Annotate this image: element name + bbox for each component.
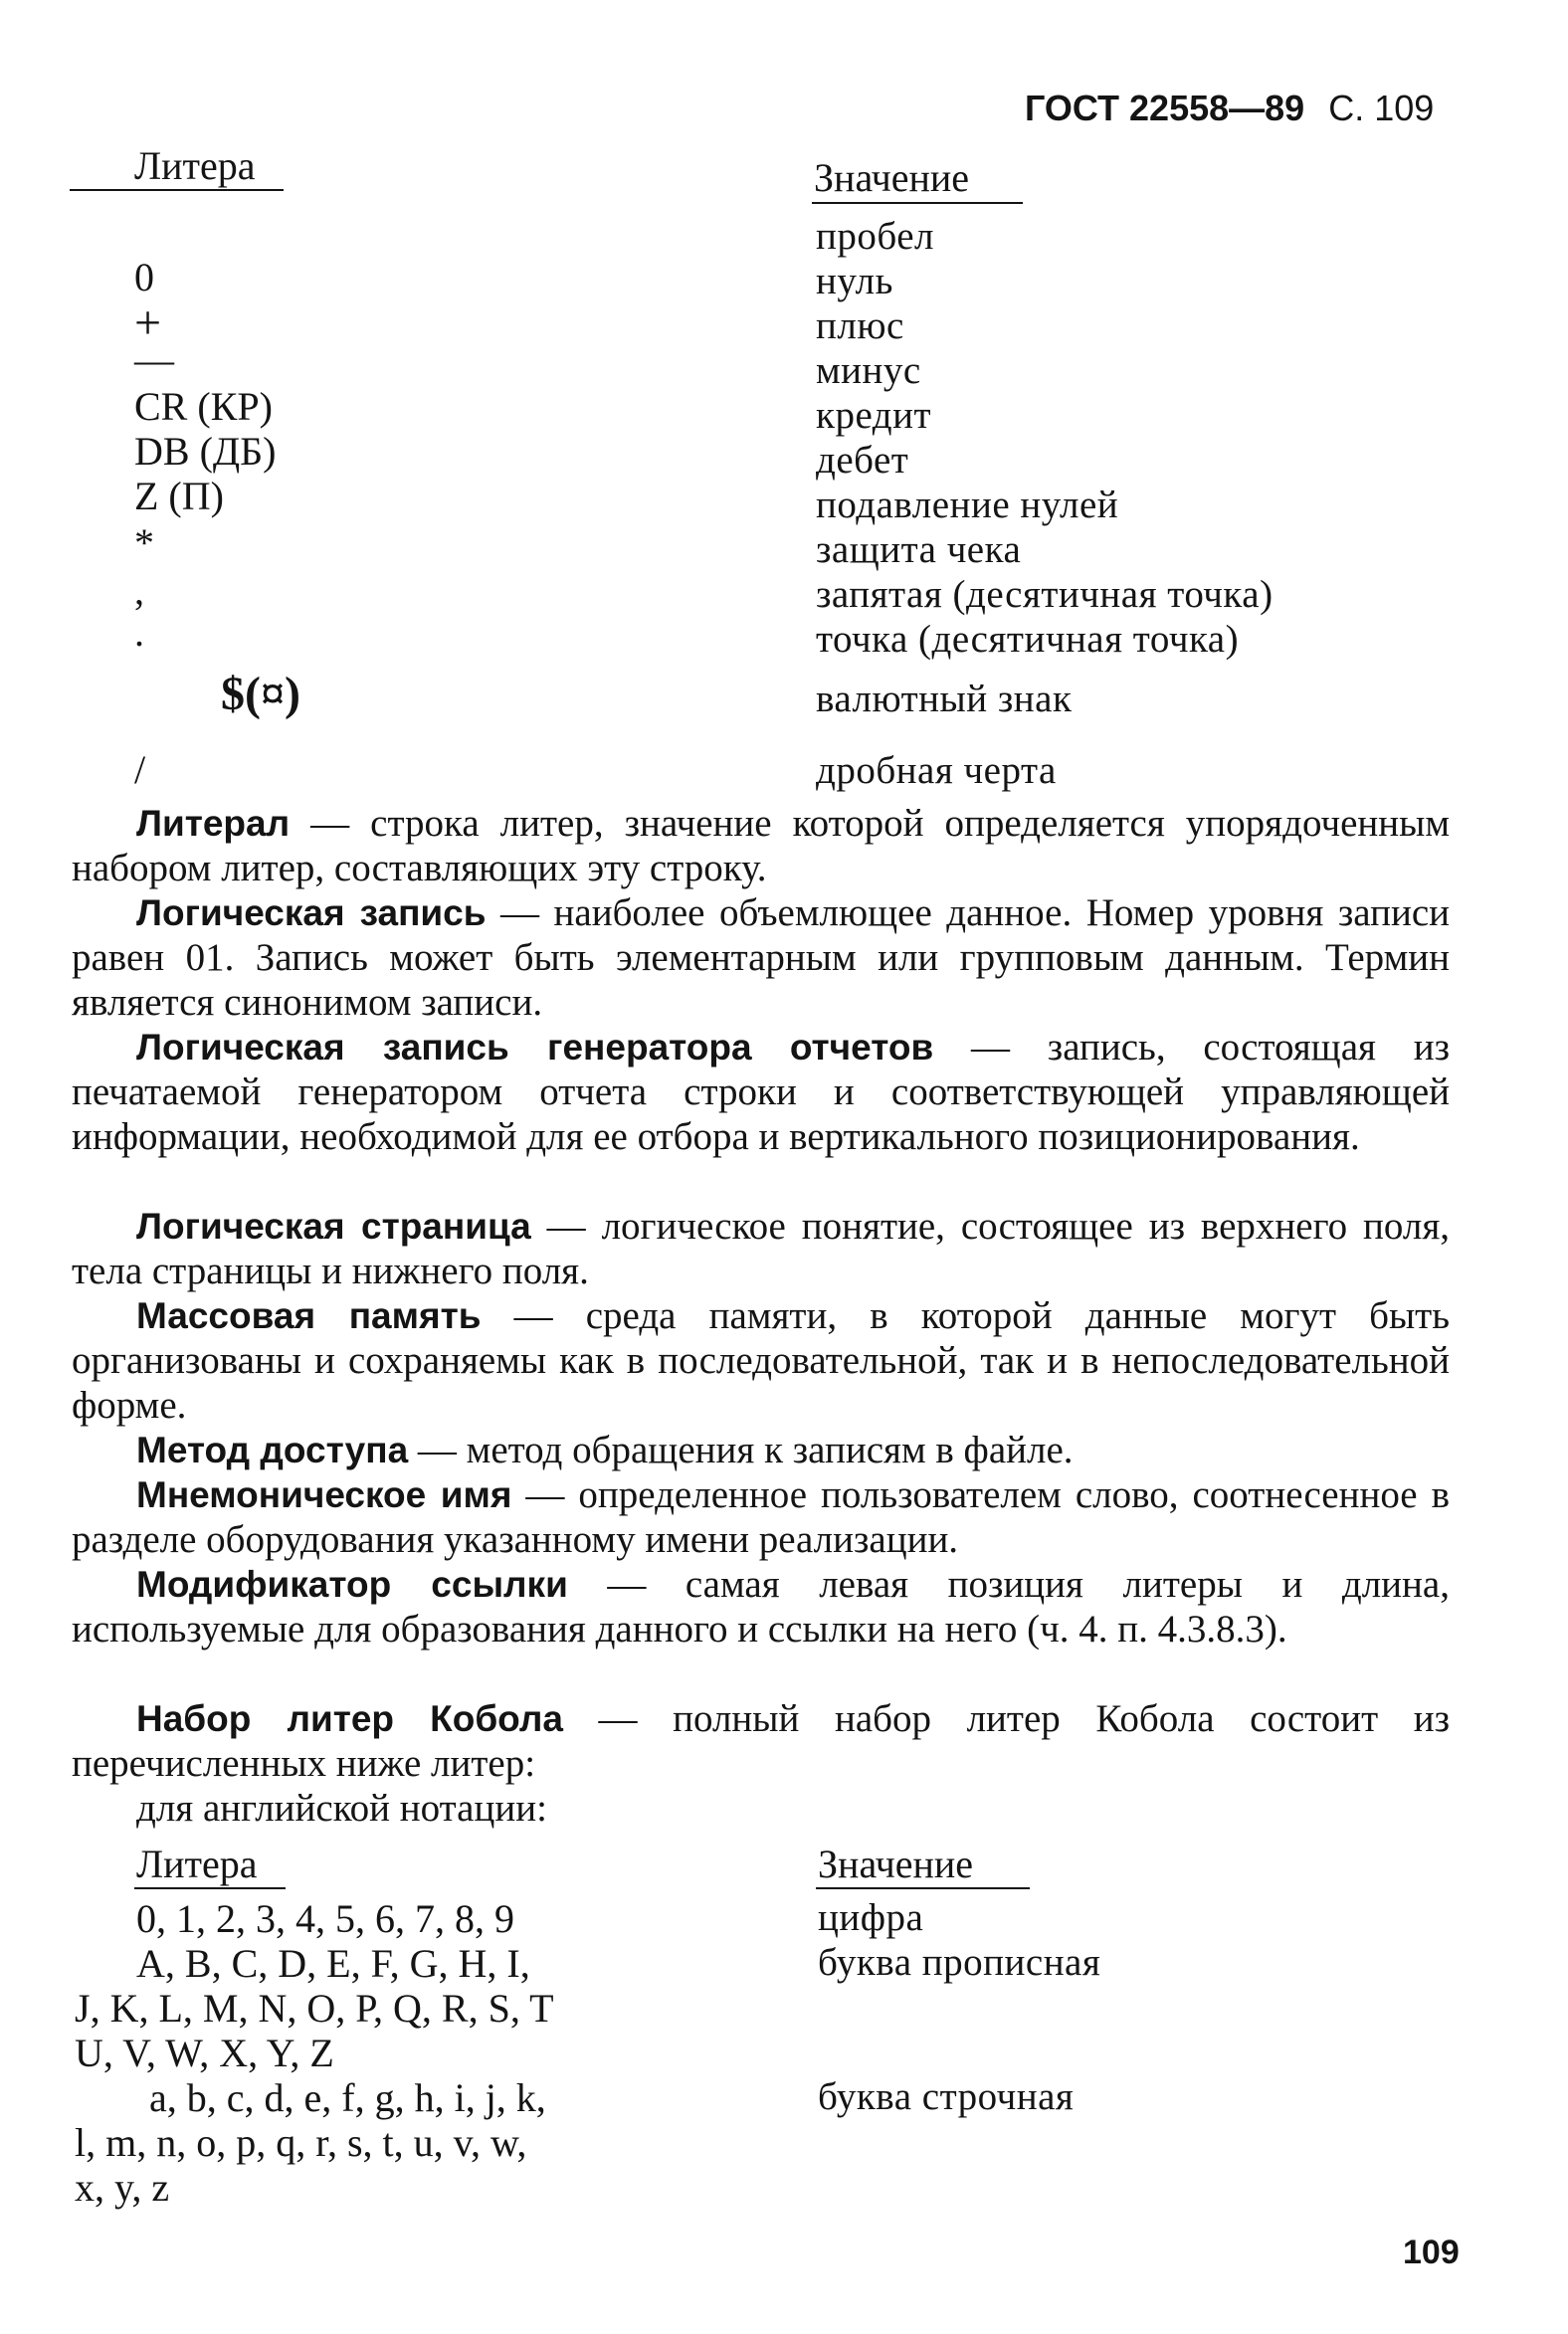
definition-reference-modifier [72,1562,1450,1652]
term: Массовая память [136,1295,482,1336]
table1-letter: / [134,747,146,792]
definition-text: — логическое понятие, состоящее из верхнего поля, тела страницы и нижнего поля. [72,1205,1451,1292]
table1-meaning: нуль [816,260,893,302]
definition-text: — наиболее объемлющее данное. Номер уровня записи равен 01. Запись может быть элементарным или групповым данным. Термин является синонимом записи. [72,891,1450,1024]
table1-meaning: минус [816,349,921,392]
table2-meaning-heading: Значение [818,1842,974,1886]
table1-meaning: дебет [816,439,909,482]
table1-letter: . [134,610,144,655]
definition-text: — запись, состоящая из печатаемой генератором отчета строки и соответствующей управляющей информации, необходимой для ее отбора и вертикального позиционирования. [72,1026,1450,1158]
running-header [1025,88,1434,129]
lowercase-meaning: буква строчная [818,2075,1075,2118]
table1-meaning: кредит [816,394,932,437]
definition-text: — полный набор литер Кобола состоит из перечисленных ниже литер: [72,1697,1450,1785]
lowercase-line: a, b, c, d, e, f, g, h, i, j, k, [149,2075,546,2120]
digits-meaning: цифра [818,1896,924,1939]
notation-line: для английской нотации: [136,1787,547,1830]
table1-letter: CR (КР) [134,384,273,429]
table1-letter: 0 [134,255,154,299]
definition-logical-record [72,890,1450,1025]
table1-letter: DB (ДБ) [134,429,277,474]
definition-text: — самая левая позиция литеры и длина, используемые для образования данного и ссылки на него (ч. 4. п. 4.3.8.3). [72,1563,1450,1651]
term: Логическая запись [136,892,487,933]
definition-text: — среда памяти, в которой данные могут быть организованы и сохраняемы как в последовательной, так и в непоследовательной форме. [72,1294,1450,1427]
table1-meaning: пробел [816,215,934,258]
table1-meaning: подавление нулей [816,484,1119,526]
term: Модификатор ссылки [136,1564,568,1605]
currency-sign-icon: $(¤) [221,668,300,720]
table1-meaning-heading: Значение [814,155,970,200]
term: Логическая запись генератора отчетов [136,1027,934,1068]
table2-letter-underline [134,1887,286,1889]
definition-literal [72,801,1450,890]
lowercase-line: x, y, z [75,2165,170,2210]
gost-designation: ГОСТ 22558—89 [1025,88,1305,128]
digits: 0, 1, 2, 3, 4, 5, 6, 7, 8, 9 [136,1896,514,1941]
table1-meaning: точка (десятичная точка) [816,618,1240,661]
table1-letter: — [134,337,174,382]
table1-meaning-underline [812,202,1023,204]
table1-letter-underline [70,189,284,191]
table1-meaning: плюс [816,304,904,347]
term: Метод доступа [136,1430,409,1470]
definition-access-method [72,1428,1450,1472]
definition-text: — метод обращения к записям в файле. [408,1429,1074,1471]
definition-text: — определенное пользователем слово, соотнесенное в разделе оборудования указанному имени реализации. [72,1473,1451,1561]
uppercase-meaning: буква прописная [818,1941,1101,1984]
table1-letter: * [134,520,154,565]
table1-letter: + [134,296,162,349]
table1-meaning: валютный знак [816,678,1073,720]
uppercase-line: A, B, C, D, E, F, G, H, I, [136,1941,530,1986]
definition-cobol-character-set [72,1696,1450,1786]
uppercase-line: J, K, L, M, N, O, P, Q, R, S, T [75,1986,554,2031]
definition-report-writer-record [72,1025,1450,1159]
term: Набор литер Кобола [136,1698,563,1739]
definition-text: — строка литер, значение которой определяется упорядоченным набором литер, составляющих эту строку. [72,802,1450,889]
table1-letter: , [134,568,144,613]
table1-meaning: запятая (десятичная точка) [816,573,1274,616]
table1-letter-heading: Литера [134,143,256,188]
table2-meaning-underline [816,1887,1030,1889]
table1-meaning: дробная черта [816,749,1057,792]
definition-logical-page [72,1204,1450,1293]
term: Литерал [136,803,291,844]
definition-mnemonic-name [72,1472,1450,1562]
term: Логическая страница [136,1206,531,1247]
definition-mass-storage [72,1293,1450,1428]
uppercase-line: U, V, W, X, Y, Z [75,2031,334,2075]
table2-letter-heading: Литера [136,1842,258,1886]
table1-meaning: защита чека [816,528,1022,571]
table1-letter: Z (П) [134,474,224,518]
term: Мнемоническое имя [136,1474,512,1515]
page-reference: С. 109 [1328,88,1435,128]
lowercase-line: l, m, n, o, p, q, r, s, t, u, v, w, [75,2120,527,2165]
page-number: 109 [1403,2234,1460,2271]
